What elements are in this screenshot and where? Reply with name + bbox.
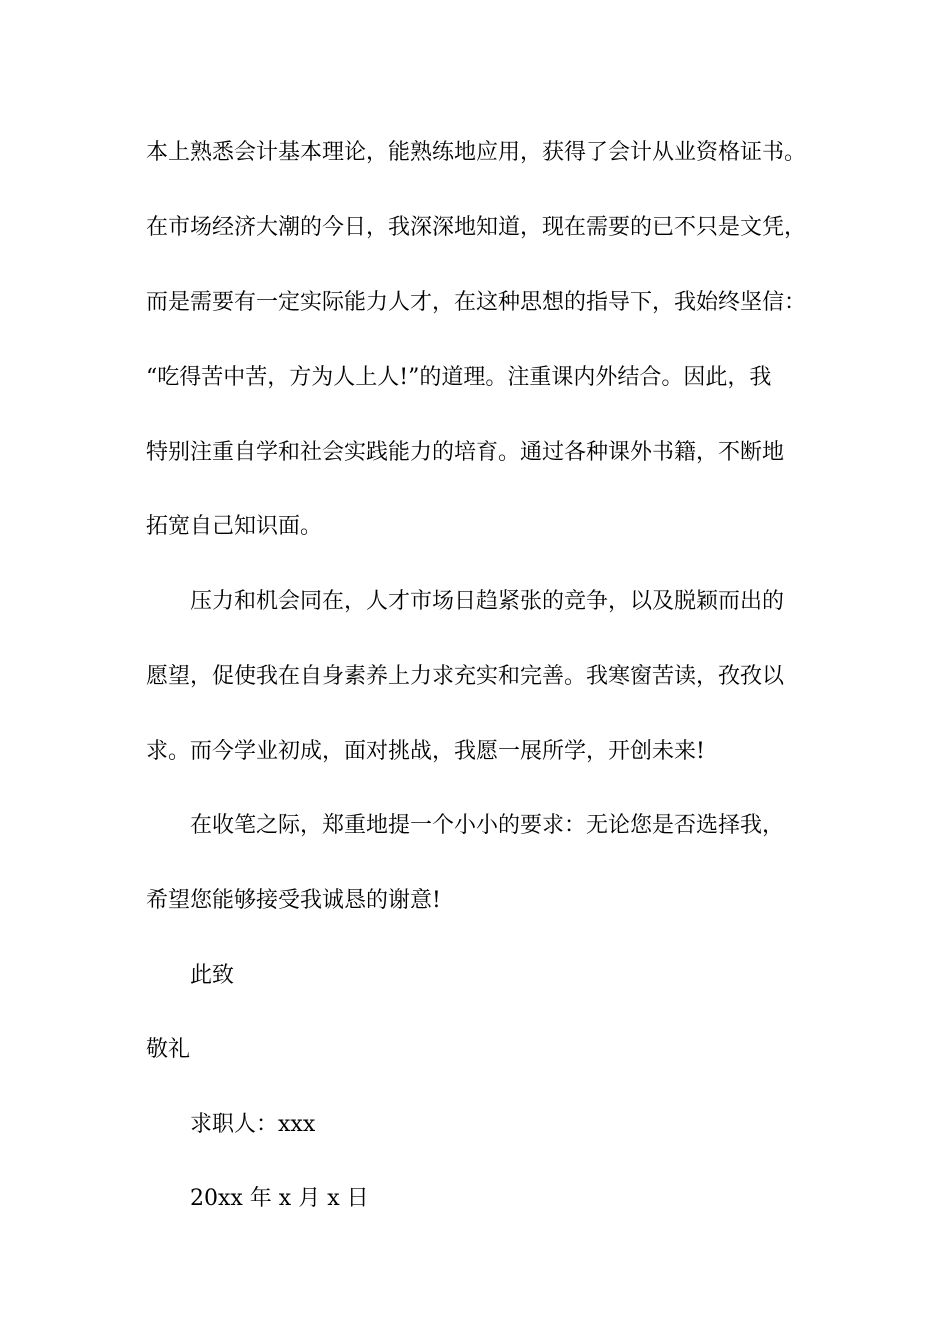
text-line: “吃得苦中苦，方为人上人!”的道理。注重课内外结合。因此，我 (146, 365, 772, 390)
closing-regards: 敬礼 (146, 1037, 191, 1062)
date: 20xx 年 x 月 x 日 (190, 1186, 369, 1211)
text-line: 希望您能够接受我诚恳的谢意! (146, 888, 441, 913)
text-line: 压力和机会同在，人才市场日趋紧张的竞争，以及脱颖而出的 (190, 589, 785, 614)
text-line: 在收笔之际，郑重地提一个小小的要求：无论您是否选择我， (190, 813, 785, 838)
text-line: 特别注重自学和社会实践能力的培育。通过各种课外书籍，不断地 (146, 440, 785, 465)
text-line: 愿望，促使我在自身素养上力求充实和完善。我寒窗苦读，孜孜以 (146, 664, 785, 689)
text-line: 而是需要有一定实际能力人才，在这种思想的指导下，我始终坚信： (146, 290, 807, 315)
signature: 求职人：xxx (190, 1112, 316, 1137)
text-line: 本上熟悉会计基本理论，能熟练地应用，获得了会计从业资格证书。 (146, 140, 807, 165)
text-line: 求。而今学业初成，面对挑战，我愿一展所学，开创未来! (146, 739, 705, 764)
text-line: 在市场经济大潮的今日，我深深地知道，现在需要的已不只是文凭， (146, 215, 807, 240)
text-line: 拓宽自己知识面。 (146, 514, 323, 539)
closing-salutation: 此致 (190, 963, 235, 988)
